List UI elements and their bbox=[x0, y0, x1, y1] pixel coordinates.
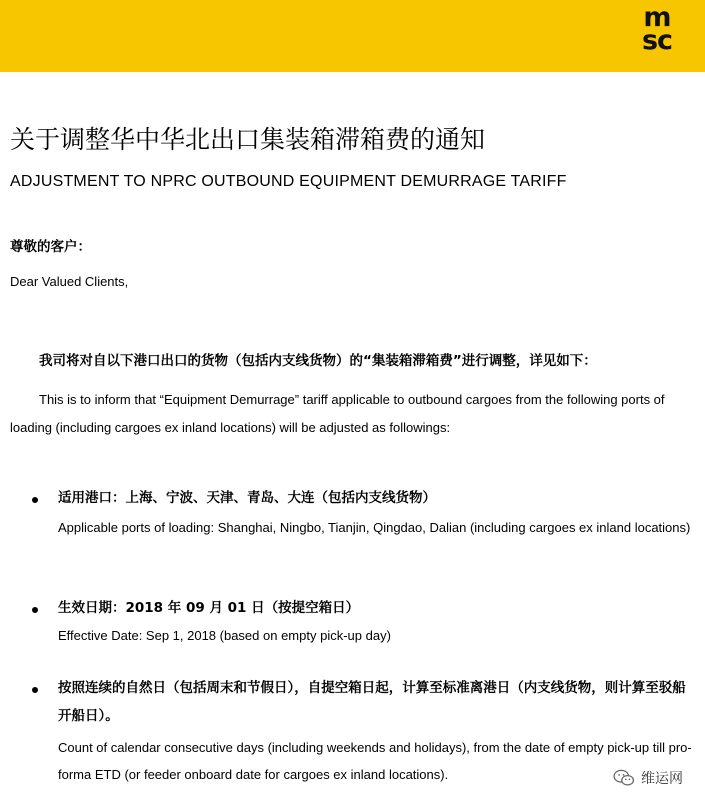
bullet-en: Count of calendar consecutive days (including weekends and holidays), from the date of empty pick-up till pro-forma ETD (or feeder onboard date for cargoes ex inland locations). bbox=[58, 740, 692, 782]
bullet-cn: 适用港口：上海、宁波、天津、青岛、大连（包括内支线货物） bbox=[58, 490, 436, 506]
intro-chinese: 我司将对自以下港口出口的货物（包括内支线货物）的“集装箱滞箱费”进行调整，详见如下： bbox=[39, 353, 597, 369]
bullet-en: Applicable ports of loading: Shanghai, Ningbo, Tianjin, Qingdao, Dalian (including cargoes ex inland locations) bbox=[58, 520, 691, 535]
bullet-en: Effective Date: Sep 1, 2018 (based on empty pick-up day) bbox=[58, 628, 391, 643]
logo-line1: m bbox=[643, 2, 671, 33]
title-chinese: 关于调整华中华北出口集装箱滞箱费的通知 bbox=[10, 125, 486, 154]
header-banner bbox=[0, 0, 705, 72]
intro-english: This is to inform that “Equipment Demurrage” tariff applicable to outbound cargoes from the following ports of loading (including cargoes ex inland locations) will be adjusted as followings: bbox=[10, 392, 665, 435]
bullet-dot bbox=[32, 497, 38, 503]
bullet-cn: 生效日期：2018 年 09 月 01 日（按提空箱日） bbox=[58, 600, 360, 616]
bullet-dot bbox=[32, 687, 38, 693]
msc-logo bbox=[633, 2, 681, 58]
title-english: ADJUSTMENT TO NPRC OUTBOUND EQUIPMENT DEMURRAGE TARIFF bbox=[10, 173, 567, 190]
watermark bbox=[613, 768, 683, 788]
wechat-icon bbox=[613, 769, 635, 787]
bullet-cn: 按照连续的自然日（包括周末和节假日），自提空箱日起，计算至标准离港日（内支线货物，则计算至驳船开船日）。 bbox=[58, 680, 686, 724]
greeting-english: Dear Valued Clients, bbox=[10, 274, 129, 289]
watermark-text: 维运网 bbox=[641, 771, 683, 787]
bullet-dot bbox=[32, 607, 38, 613]
greeting-chinese: 尊敬的客户： bbox=[10, 239, 91, 255]
logo-line2: sc bbox=[641, 25, 673, 56]
